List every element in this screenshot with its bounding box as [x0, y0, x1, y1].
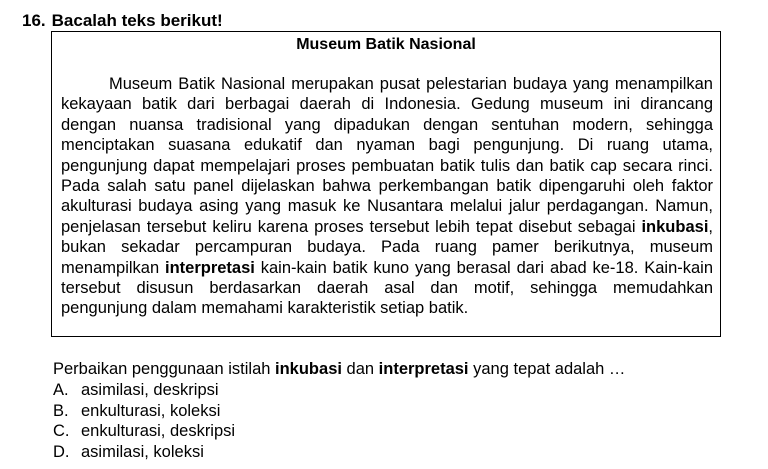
option-text: asimilasi, koleksi	[81, 442, 204, 461]
option-letter: D.	[53, 442, 70, 461]
option-text: enkulturasi, koleksi	[81, 401, 221, 420]
option-a[interactable]	[53, 380, 235, 401]
option-d[interactable]	[53, 442, 235, 463]
passage-segment: , bukan sekadar percampuran budaya. Pada ruang pamer berikutnya, museum menampilkan	[61, 217, 713, 277]
option-text: enkulturasi, deskripsi	[81, 422, 236, 441]
option-letter: A.	[53, 381, 69, 399]
prompt-term-2: interpretasi	[378, 360, 469, 378]
option-letter: C.	[53, 422, 70, 441]
prompt-text: dan	[341, 360, 379, 378]
prompt-term-1: inkubasi	[275, 360, 342, 378]
option-b[interactable]	[53, 401, 235, 422]
option-c[interactable]	[53, 421, 235, 442]
passage-box	[51, 31, 721, 337]
passage-text	[61, 74, 713, 319]
prompt-text: Perbaikan penggunaan istilah	[53, 360, 276, 378]
question-instruction: Bacalah teks berikut!	[51, 11, 223, 30]
answer-options	[53, 380, 235, 462]
passage-term-interpretasi: interpretasi	[165, 258, 255, 277]
option-text: asimilasi, deskripsi	[81, 381, 219, 399]
passage-title: Museum Batik Nasional	[296, 36, 476, 53]
passage-term-inkubasi: inkubasi	[641, 217, 709, 236]
passage-segment: Museum Batik Nasional merupakan pusat pelestarian budaya yang menampilkan kekayaan batik dari berbagai daerah di Indonesia. Gedung museum ini dirancang dengan nuansa tradisional yang dipadukan dengan sentuhan modern, sehingga menciptakan suasana edukatif dan nyaman bagi pengunjung. Di ruang utama, pengunjung dapat mempelajari proses pembuatan batik tulis dan batik cap secara rinci. Pada salah satu panel dijelaskan bahwa perkembangan batik dipengaruhi oleh faktor akulturasi budaya asing yang masuk ke Nusantara melalui jalur perdagangan. Namun, penjelasan tersebut keliru karena proses tersebut lebih tepat disebut sebagai	[61, 75, 713, 236]
prompt-text: yang tepat adalah …	[468, 360, 626, 378]
question-number: 16.	[22, 11, 46, 30]
passage-segment: kain-kain batik kuno yang berasal dari abad ke-18. Kain-kain tersebut disusun berdasarkan daerah asal dan motif, sehingga memudahkan pengunjung dalam memahami karakteristik setiap batik.	[61, 258, 714, 318]
question-header	[22, 10, 223, 32]
question-prompt	[53, 359, 625, 380]
option-letter: B.	[53, 401, 69, 420]
